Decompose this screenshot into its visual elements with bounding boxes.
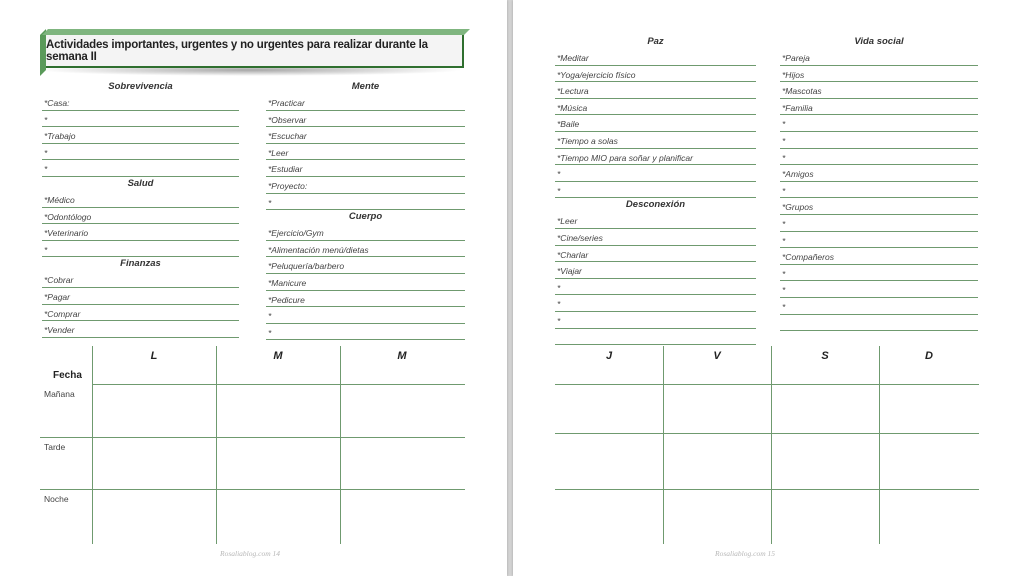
- list-item: *Leer: [555, 212, 756, 229]
- list-item: *: [555, 279, 756, 296]
- list-item: *: [780, 115, 978, 132]
- day-thursday: J: [605, 350, 613, 362]
- section-heading: Sobrevivencia: [108, 81, 173, 92]
- section-heading: Vida social: [854, 36, 904, 47]
- section-heading: Desconexión: [625, 199, 686, 211]
- list-item: *: [780, 281, 978, 298]
- list-item: *: [555, 182, 756, 199]
- left-page: [0, 0, 507, 576]
- list-item: *Cobrar: [42, 271, 239, 288]
- page-footer-left: Rosaliablog.com 14: [220, 549, 280, 558]
- list-item: [555, 329, 756, 346]
- list-item: *: [780, 232, 978, 249]
- list-item: *Meditar: [555, 49, 756, 66]
- list-item: *: [42, 160, 239, 177]
- right-page: [513, 0, 1024, 576]
- list-item: *Practicar: [266, 94, 465, 111]
- list-item: *: [266, 194, 465, 211]
- list-item: *Lectura: [555, 82, 756, 99]
- list-item: *Familia: [780, 99, 978, 116]
- day-monday: L: [150, 350, 158, 362]
- list-item: *Manicure: [266, 274, 465, 291]
- list-item: *Pareja: [780, 49, 978, 66]
- page-footer-right: Rosaliablog.com 15: [715, 549, 775, 558]
- list-item: *Ejercicio/Gym: [266, 224, 465, 241]
- list-item: *Pedicure: [266, 291, 465, 308]
- list-item: *: [555, 312, 756, 329]
- list-item: *Observar: [266, 111, 465, 128]
- list-item: *: [42, 144, 239, 161]
- list-item: *Hijos: [780, 66, 978, 83]
- right-column-1: [555, 35, 756, 345]
- list-item: *Amigos: [780, 165, 978, 182]
- list-item: *Charlar: [555, 246, 756, 263]
- list-item: *: [42, 241, 239, 258]
- list-item: *Comprar: [42, 305, 239, 322]
- list-item: *Peluquería/barbero: [266, 257, 465, 274]
- left-column-1: [42, 80, 239, 338]
- section-heading: Mente: [351, 81, 380, 92]
- section-heading: Paz: [647, 36, 664, 47]
- section-heading: Cuerpo: [348, 211, 383, 223]
- list-item: *Mascotas: [780, 82, 978, 99]
- list-item: *Trabajo: [42, 127, 239, 144]
- right-week-grid: [555, 346, 979, 544]
- list-item: *Estudiar: [266, 160, 465, 177]
- list-item: *: [266, 324, 465, 341]
- list-item: *Veterinario: [42, 224, 239, 241]
- time-morning: Mañana: [44, 389, 75, 399]
- right-column-2: [780, 35, 978, 331]
- list-item: *Grupos: [780, 198, 978, 215]
- list-item: *Casa:: [42, 94, 239, 111]
- day-tuesday: M: [273, 350, 283, 362]
- left-column-2: [266, 80, 465, 340]
- list-item: *Vender: [42, 321, 239, 338]
- section-heading: Finanzas: [120, 258, 161, 270]
- day-saturday: S: [821, 350, 829, 362]
- list-item: *Música: [555, 99, 756, 116]
- list-item: *Proyecto:: [266, 177, 465, 194]
- fecha-label: Fecha: [53, 370, 82, 381]
- left-week-grid: [40, 346, 465, 544]
- page-title: Actividades importantes, urgentes y no urgentes para realizar durante la semana II: [46, 38, 428, 63]
- day-sunday: D: [925, 350, 933, 362]
- list-item: *Alimentación menú/dietas: [266, 241, 465, 258]
- time-afternoon: Tarde: [44, 442, 66, 452]
- list-item: *: [780, 182, 978, 199]
- list-item: *Tiempo a solas: [555, 132, 756, 149]
- day-friday: V: [713, 350, 721, 362]
- list-item: *Médico: [42, 191, 239, 208]
- list-item: *Odontólogo: [42, 208, 239, 225]
- list-item: *Pagar: [42, 288, 239, 305]
- list-item: *Tiempo MIO para soñar y planificar: [555, 149, 756, 166]
- time-night: Noche: [44, 494, 69, 504]
- list-item: *Cine/series: [555, 229, 756, 246]
- list-item: *: [780, 132, 978, 149]
- list-item: *: [780, 149, 978, 166]
- list-item: *: [780, 215, 978, 232]
- list-item: [780, 315, 978, 332]
- list-item: *: [42, 111, 239, 128]
- list-item: *Viajar: [555, 262, 756, 279]
- section-heading: Salud: [127, 177, 154, 189]
- list-item: *Escuchar: [266, 127, 465, 144]
- list-item: *: [266, 307, 465, 324]
- list-item: *: [555, 165, 756, 182]
- list-item: *Leer: [266, 144, 465, 161]
- list-item: *Yoga/ejercicio físico: [555, 66, 756, 83]
- title-box: [44, 33, 464, 68]
- list-item: *: [780, 265, 978, 282]
- list-item: *: [780, 298, 978, 315]
- list-item: *: [555, 295, 756, 312]
- list-item: *Compañeros: [780, 248, 978, 265]
- list-item: *Baile: [555, 115, 756, 132]
- day-wednesday: M: [397, 350, 407, 362]
